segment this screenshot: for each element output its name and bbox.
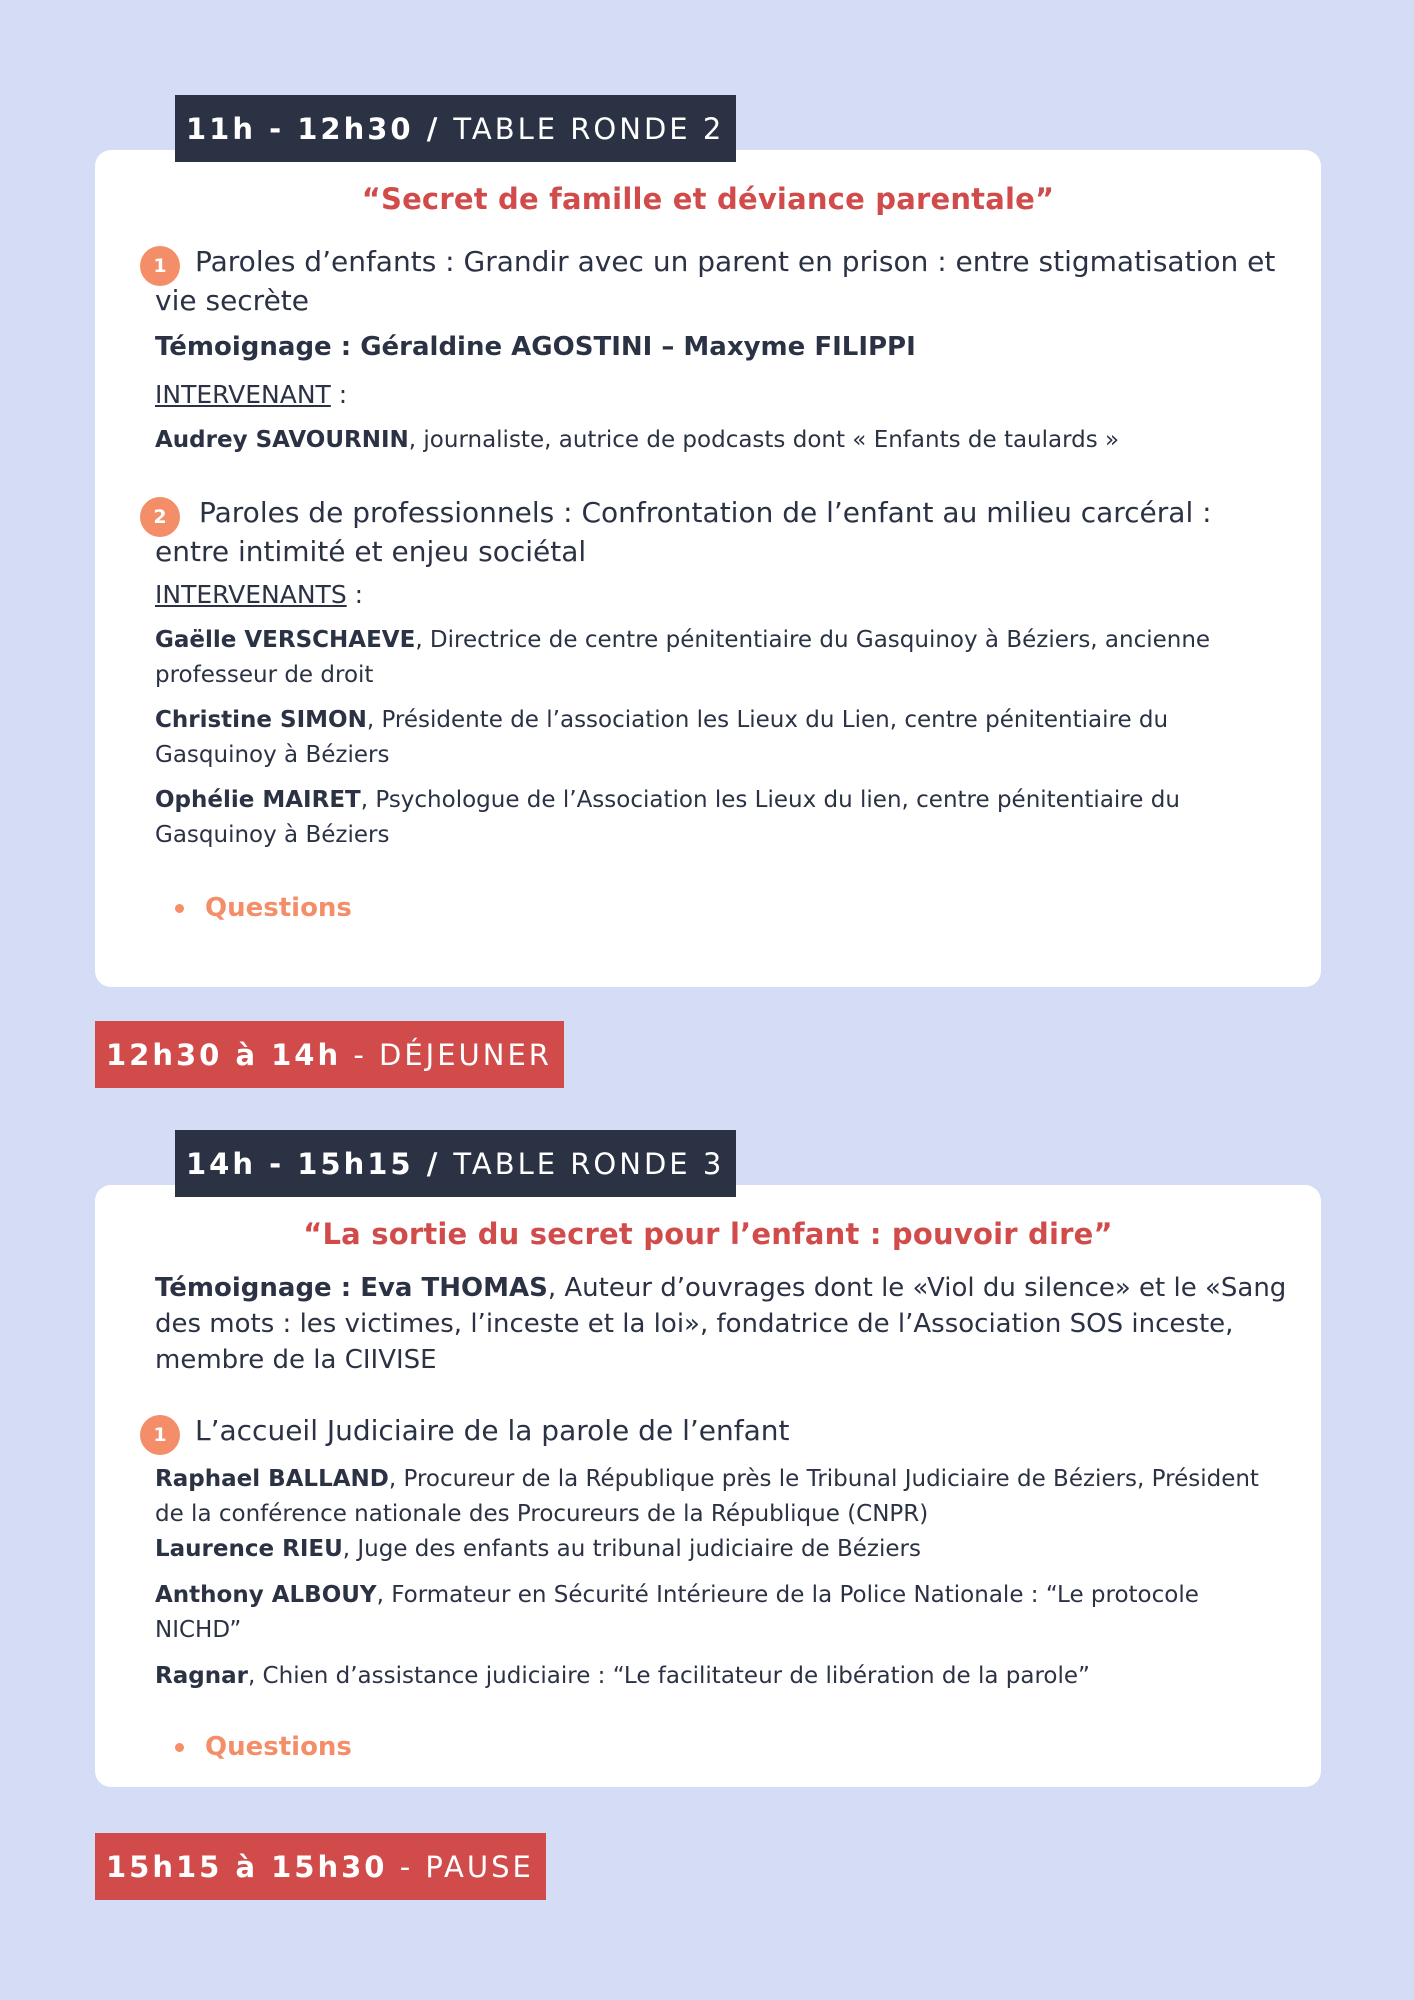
person-desc: , Chien d’assistance judiciaire : “Le facilitateur de libération de la parole” [247,1663,1090,1689]
break-label: - DÉJEUNER [341,1037,552,1072]
session-label: TABLE RONDE 2 [453,111,725,146]
intervenant-colon: : [330,380,348,409]
person-entry [125,1659,1291,1694]
table-ronde-3-card [95,1185,1321,1787]
session-time: 14h - 15h15 [186,1146,414,1181]
session-title: “La sortie du secret pour l’enfant : pouvoir dire” [303,1217,1113,1251]
person-entry [125,783,1291,853]
pause-break-tag [95,1833,546,1900]
intervenants-label-text: INTERVENANTS [155,580,347,609]
person-name: Anthony ALBOUY [155,1582,377,1608]
questions-label: Questions [205,893,352,923]
item-heading-text: Paroles de professionnels : Confrontation de l’enfant au milieu carcéral : entre intimité et enjeu sociétal [155,496,1212,568]
person-entry [125,423,1291,458]
person-desc: , Directrice de centre pénitentiaire du Gasquinoy à Béziers, ancienne professeur de droit [155,627,1211,688]
break-time: 15h15 à 15h30 [106,1849,388,1884]
number-badge-1: 1 [140,246,180,286]
person-name: Laurence RIEU [155,1536,343,1562]
intervenant-label [125,377,1291,413]
tag-separator: / [413,1146,454,1181]
table-ronde-2-card [95,150,1321,987]
bullet-dot-icon [175,1743,184,1752]
session-time-tag-table-ronde-3 [175,1130,736,1197]
person-desc: , Juge des enfants au tribunal judiciaire de Béziers [342,1536,921,1562]
intervenants-colon: : [346,580,364,609]
person-name: Ragnar [155,1663,248,1689]
questions-label: Questions [205,1732,352,1762]
bullet-dot-icon [175,904,184,913]
item-heading-text: Paroles d’enfants : Grandir avec un parent en prison : entre stigmatisation et vie secrète [155,245,1276,317]
questions-bullet [125,893,1291,923]
session-title: “Secret de famille et déviance parentale” [361,182,1055,216]
break-time: 12h30 à 14h [106,1037,342,1072]
item-heading-1 [125,1411,1291,1450]
person-desc: , Formateur en Sécurité Intérieure de la Police Nationale : “Le protocole NICHD” [155,1582,1199,1643]
tag-separator: / [413,111,454,146]
temoignage-name: Témoignage : Eva THOMAS [155,1273,548,1303]
number-badge-1: 1 [140,1415,180,1455]
break-label: - PAUSE [387,1849,534,1884]
session-label: TABLE RONDE 3 [453,1146,725,1181]
person-name: Ophélie MAIRET [155,787,361,813]
questions-bullet [125,1732,1291,1762]
temoignage-paragraph [125,1270,1291,1378]
person-name: Raphael BALLAND [155,1466,389,1492]
person-name: Audrey SAVOURNIN [155,427,409,453]
temoignage-line: Témoignage : Géraldine AGOSTINI – Maxyme FILIPPI [155,332,916,362]
person-entry [125,623,1291,693]
item-heading-text: L’accueil Judiciaire de la parole de l’enfant [195,1414,790,1447]
person-name: Christine SIMON [155,707,367,733]
person-entry [125,1462,1291,1532]
session-time: 11h - 12h30 [186,111,414,146]
intervenant-label-text: INTERVENANT [155,380,331,409]
person-entry [125,703,1291,773]
person-entry [125,1532,1291,1567]
person-entry [125,1578,1291,1648]
item-heading-2 [125,493,1291,571]
person-desc: , Procureur de la République près le Tribunal Judiciaire de Béziers, Président de la conférence nationale des Procureurs de la République (CNPR) [155,1466,1259,1527]
person-desc: , Psychologue de l’Association les Lieux du lien, centre pénitentiaire du Gasquinoy à Béziers [155,787,1180,848]
person-desc: , journaliste, autrice de podcasts dont « Enfants de taulards » [408,427,1120,453]
session-time-tag-table-ronde-2 [175,95,736,162]
item-heading-1 [125,242,1291,320]
number-badge-2: 2 [140,497,180,537]
temoignage-desc: , Auteur d’ouvrages dont le «Viol du silence» et le «Sang des mots : les victimes, l’inceste et la loi», fondatrice de l’Association SOS inceste, membre de la CIIVISE [155,1273,1287,1375]
person-name: Gaëlle VERSCHAEVE [155,627,416,653]
person-desc: , Présidente de l’association les Lieux du Lien, centre pénitentiaire du Gasquinoy à Béziers [155,707,1169,768]
intervenants-label [125,577,1291,613]
lunch-break-tag [95,1021,564,1088]
